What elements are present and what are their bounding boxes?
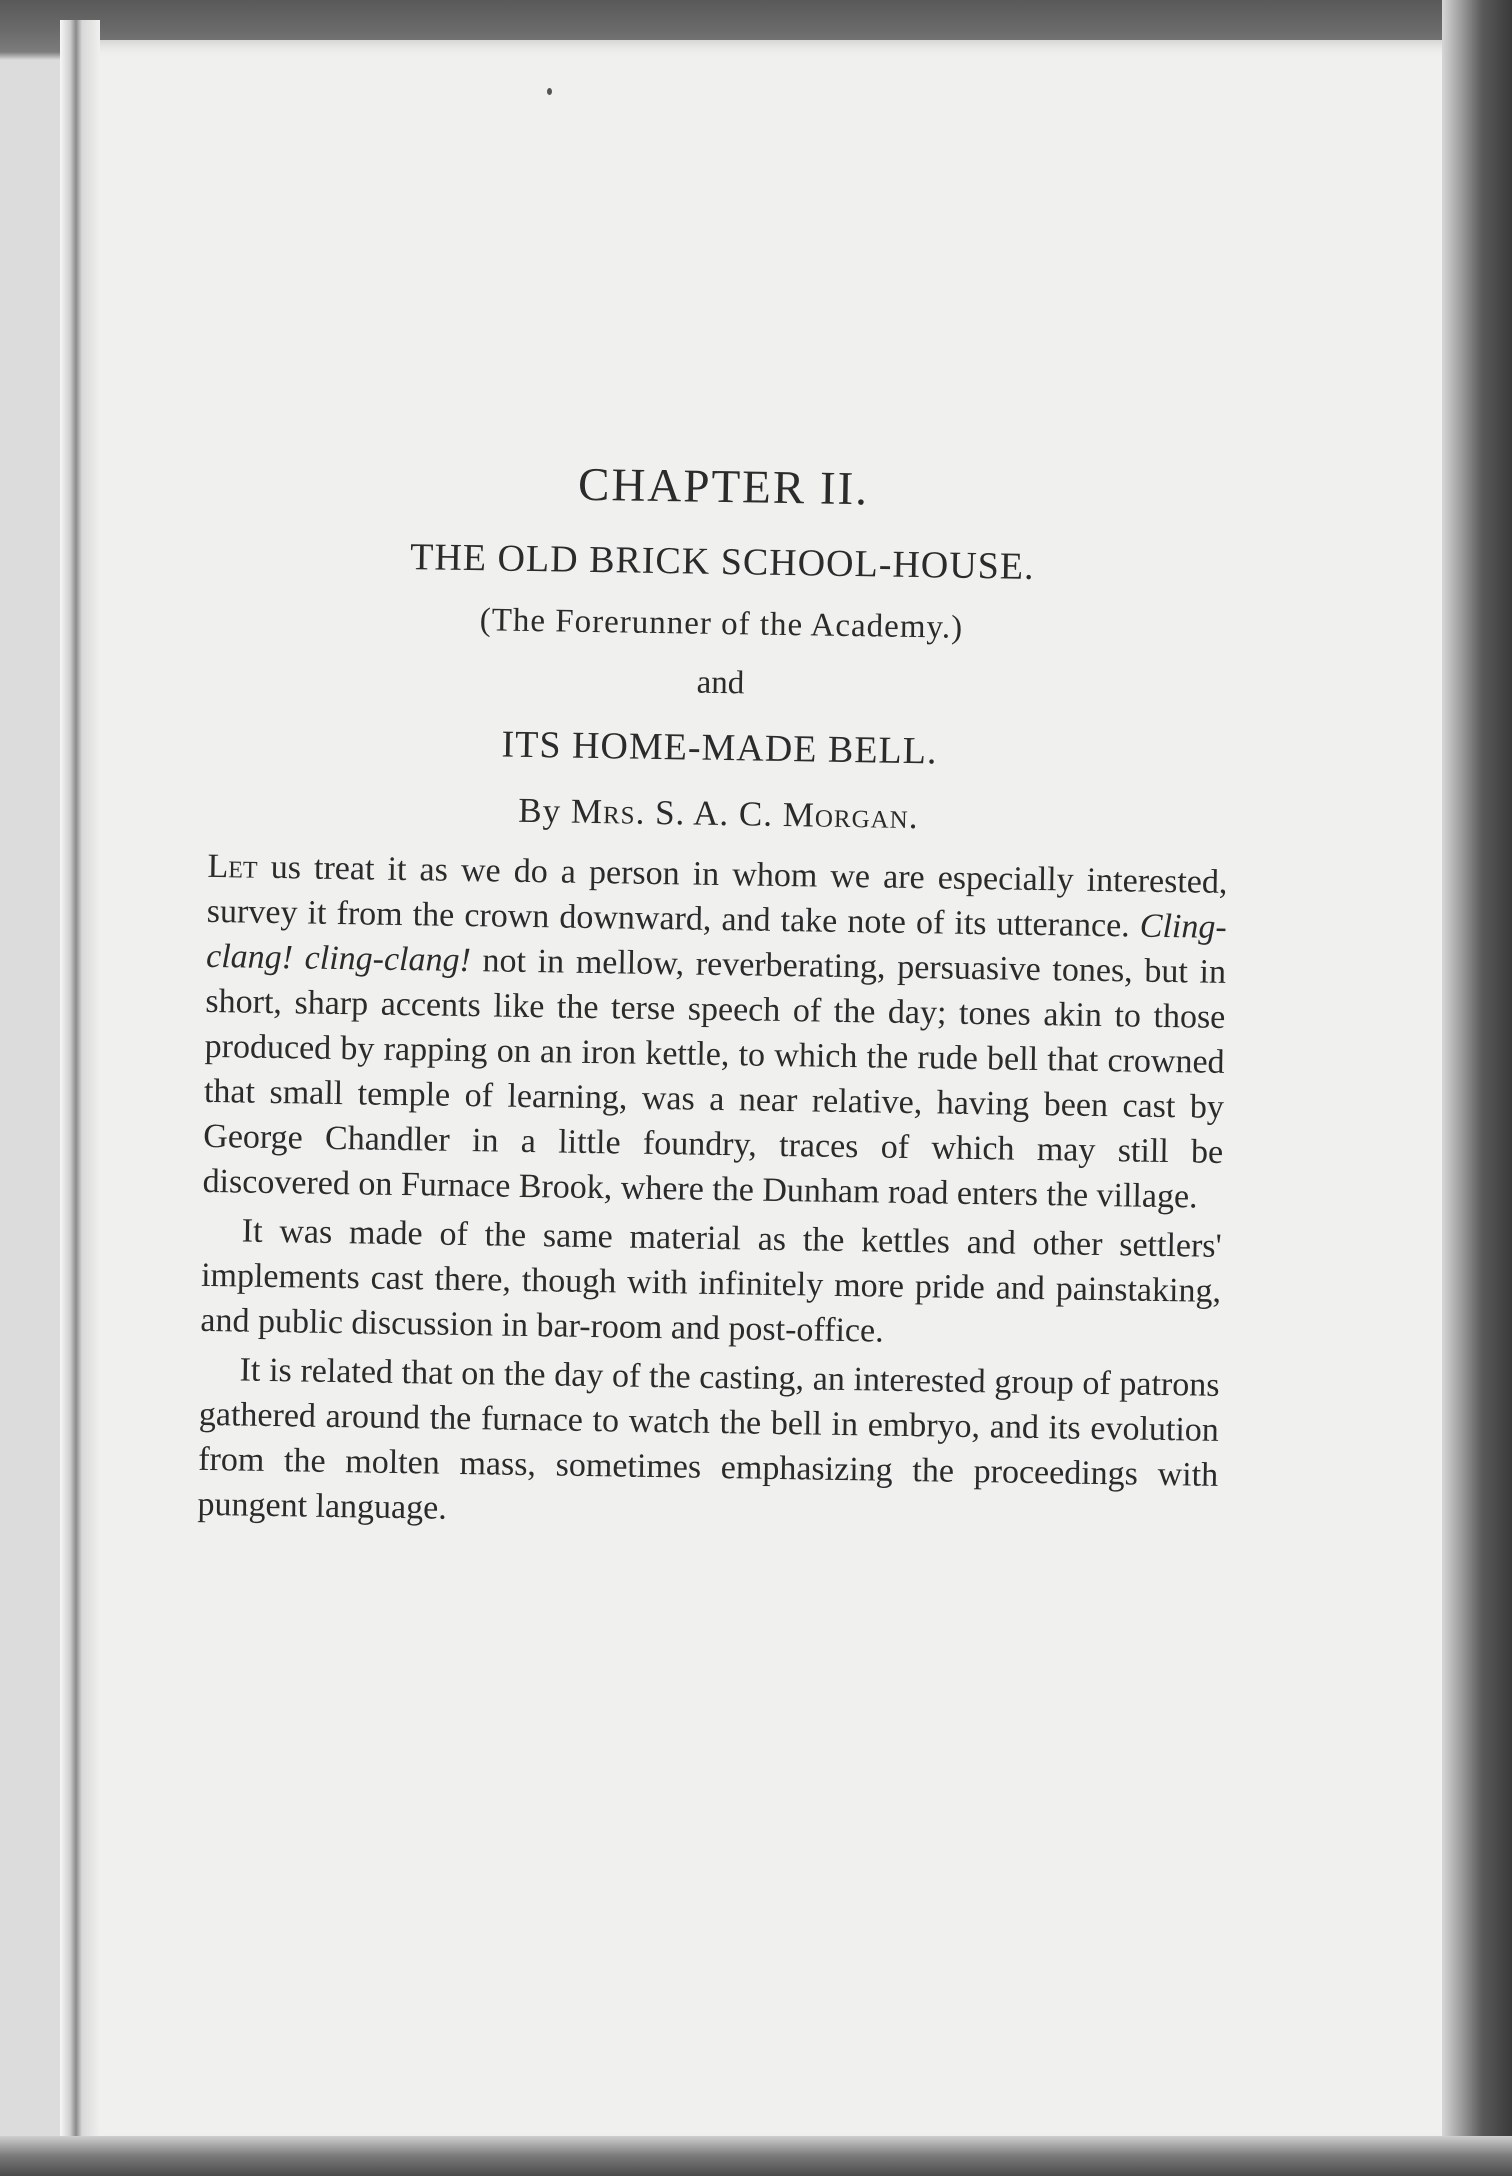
byline-by: By (518, 790, 562, 831)
paragraph-2: It was made of the same material as the kettles and other settlers' implements cast there, though with infinitely more pride and painstaking, and public discussion in bar-room and post-office. (200, 1212, 1222, 1350)
chapter-heading: CHAPTER II. (577, 458, 870, 516)
paragraph-1-text-b: not in mellow, reverberating, persuasive tones, but in short, sharp accents like the terse speech of the day; tones akin to those produced by rapping on an iron kettle, to which the rude bell that crowned that small temple of learning, was a near relative, having been cast by George Chandler in a little foundry, traces of which may still be discovered on Furnace Brook, where the Dunham road enters the village. (202, 942, 1227, 1216)
page-edge-right (1442, 0, 1512, 2176)
paragraph-lead-word: Let (207, 847, 258, 886)
page-content (197, 452, 1234, 1543)
title-conjunction: and (696, 664, 745, 702)
author-byline (208, 786, 1229, 842)
ink-speck (547, 88, 552, 95)
chapter-title: THE OLD BRICK SCHOOL-HOUSE. (409, 536, 1035, 588)
chapter-title-second: ITS HOME-MADE BELL. (501, 723, 938, 773)
page-edge-bottom (0, 2136, 1512, 2176)
paragraph-1-text-a: us treat it as we do a person in whom we are especially interested, survey it from the crown downward, and take note of its utterance. (206, 848, 1228, 945)
paragraph-1 (202, 844, 1228, 1220)
book-gutter (60, 20, 100, 2176)
body-text (197, 844, 1228, 1543)
byline-author: Mrs. S. A. C. Morgan. (570, 791, 919, 837)
paragraph-1-italic: Cling-clang! cling-clang! (205, 907, 1228, 980)
chapter-subtitle: (The Forerunner of the Academy.) (479, 602, 964, 646)
paragraph-3: It is related that on the day of the casting, an interested group of patrons gathered around the furnace to watch the bell in embryo, and its evolution from the molten mass, sometimes emphasizing the proceedings with pungent language. (197, 1351, 1220, 1527)
